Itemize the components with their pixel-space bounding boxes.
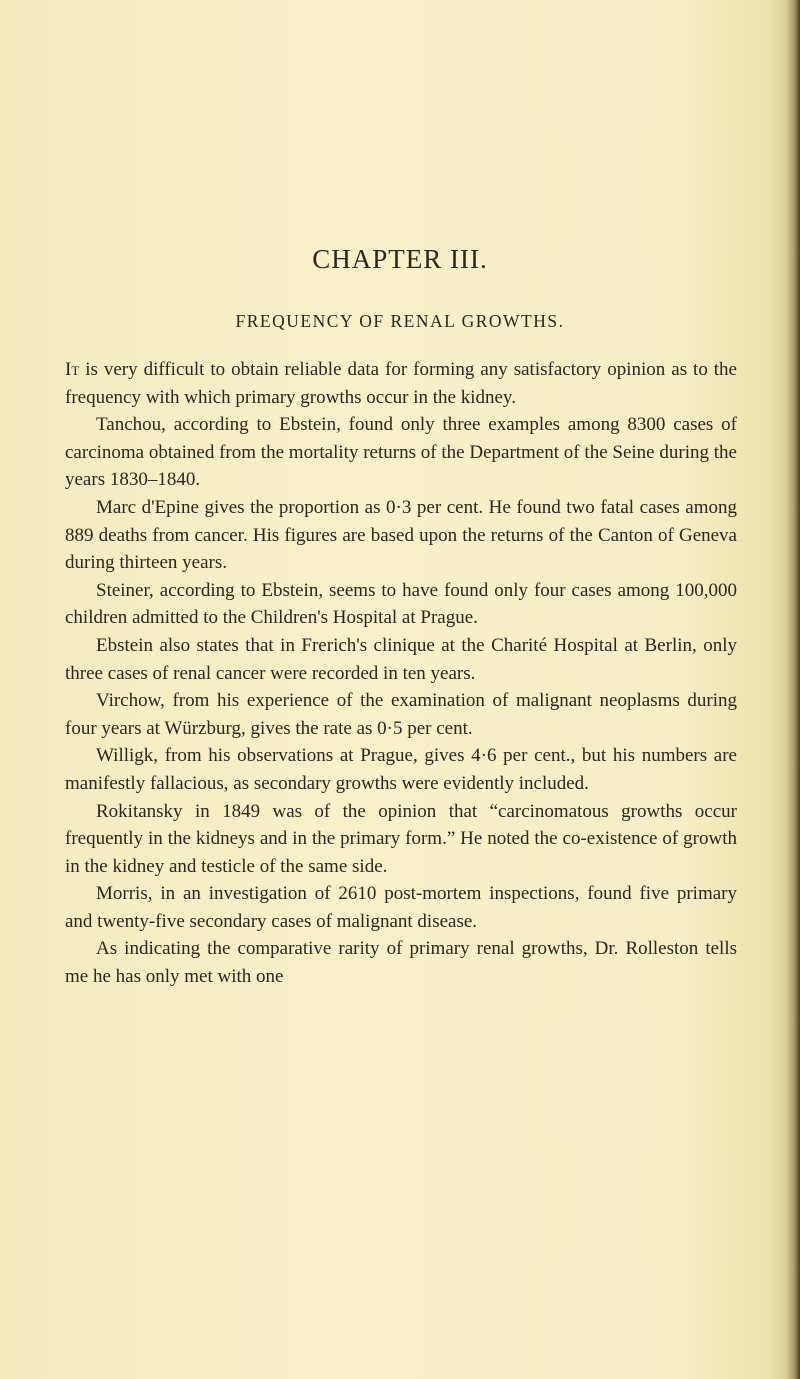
paragraph-4: Steiner, according to Ebstein, seems to have found only four cases among 100,000 children admitted to the Children's Hospital at Prague.: [65, 579, 737, 629]
paragraph-10: As indicating the comparative rarity of primary renal growths, Dr. Rolleston tells me he has only met with one: [65, 938, 737, 988]
paragraph-8: Rokitansky in 1849 was of the opinion that “carcinomatous growths occur frequently in the kidneys and in the primary form.” He noted the co-existence of growth in the kidney and testicle of the same side.: [65, 800, 737, 877]
paragraph-5: Ebstein also states that in Frerich's clinique at the Charité Hospital at Berlin, only three cases of renal cancer were recorded in ten years.: [65, 634, 737, 684]
section-title: FREQUENCY OF RENAL GROWTHS.: [235, 311, 565, 331]
paragraph-3: Marc d'Epine gives the proportion as 0·3 per cent. He found two fatal cases among 889 deaths from cancer. His figures are based upon the returns of the Canton of Geneva during thirteen years.: [65, 496, 737, 574]
page-edge-shadow: [786, 0, 800, 1379]
paragraph-2: Tanchou, according to Ebstein, found only three examples among 8300 cases of carcinoma obtained from the mortality returns of the Department of the Seine during the years 1830–1840.: [65, 414, 737, 491]
paragraph-1-text: is very difficult to obtain reliable data for forming any satisfactory opinion as to the frequency with which primary growths occur in the kidney.: [65, 359, 737, 408]
paragraph-1: [65, 356, 737, 411]
paragraph-6: Virchow, from his experience of the examination of malignant neoplasms during four years at Würzburg, gives the rate as 0·5 per cent.: [65, 690, 737, 739]
paragraph-9: Morris, in an investigation of 2610 post-mortem inspections, found five primary and twenty-five secondary cases of malignant disease.: [65, 883, 737, 932]
body-text: [65, 356, 737, 991]
chapter-heading: CHAPTER III.: [312, 244, 488, 274]
opening-word: It: [65, 359, 80, 380]
paragraph-7: Willigk, from his observations at Prague, gives 4·6 per cent., but his numbers are manifestly fallacious, as secondary growths were evidently included.: [65, 745, 737, 794]
